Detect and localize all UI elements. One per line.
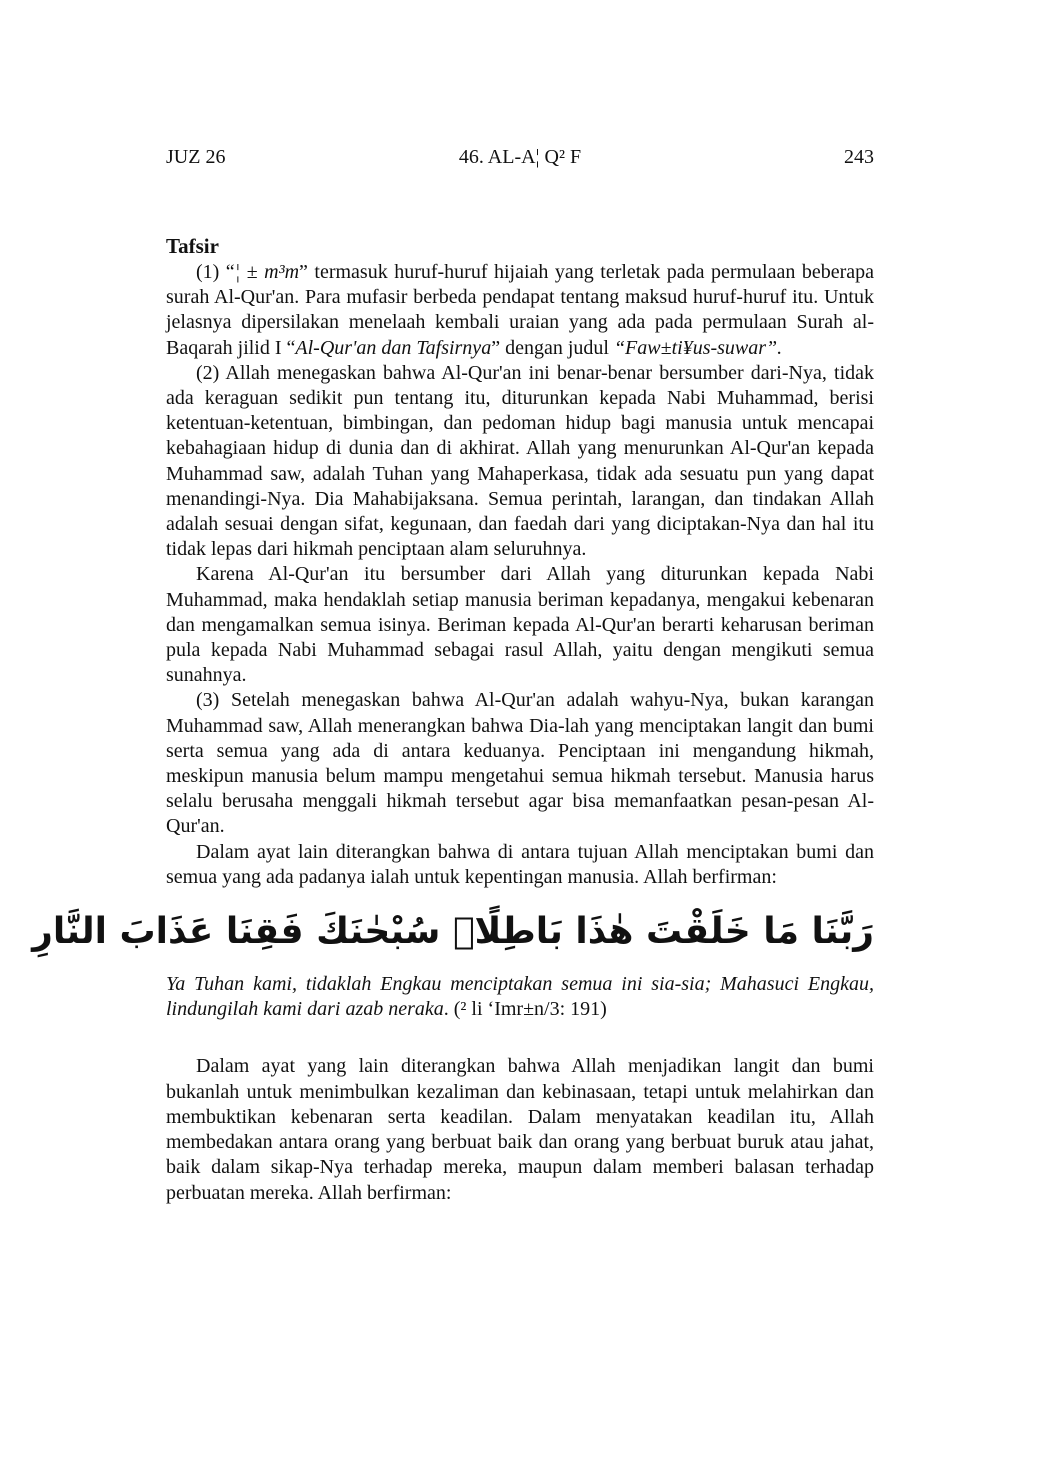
paragraph-6: Dalam ayat yang lain diterangkan bahwa Allah menjadikan langit dan bumi bukanlah untuk menimbulkan kezaliman dan kebinasaan, tetapi untuk melahirkan dan membuktikan kebenaran serta keadilan. Dalam menyatakan keadilan itu, Allah membedakan antara orang yang berbuat baik dan orang yang berbuat buruk atau jahat, baik dalam sikap-Nya terhadap mereka, maupun dalam memberi balasan terhadap perbuatan mereka. Allah berfirman: [166,1055,874,1204]
section-heading: Tafsir [166,234,219,258]
p1-chapter-title: “Faw±ti¥us-suwar”. [613,336,783,359]
p1-book-title: Al-Qur'an dan Tafsirnya [295,336,492,359]
p1-body-2: ” dengan judul [491,336,614,359]
spacer [166,1022,874,1054]
p1-prefix: (1) “ [196,261,235,283]
translation-text: Ya Tuhan kami, tidaklah Engkau menciptakan semua ini sia-sia; Mahasuci Engkau, lindungilah kami dari azab neraka [166,973,874,1021]
p1-term: ¦ ± m³m [234,261,300,283]
paragraph-1 [166,260,874,361]
paragraph-5: Dalam ayat lain diterangkan bahwa di antara tujuan Allah menciptakan bumi dan semua yang ada padanya ialah untuk kepentingan manusia. Allah berfirman: [166,840,874,888]
p1-body: ” termasuk huruf-huruf hijaiah yang terletak pada permulaan beberapa surah Al-Qur'an. Para mufasir berbeda pendapat tentang maksud huruf-huruf itu. Untuk jelasnya dipersilakan menelaah kembali uraian yang ada pada permulaan Surah al-Baqarah jilid I “ [166,261,875,359]
verse-reference: . (² li ‘Imr±n/3: 191) [443,998,607,1021]
paragraph-3: Karena Al-Qur'an itu bersumber dari Allah yang diturunkan kepada Nabi Muhammad, maka hendaklah setiap manusia beriman kepadanya, mengakui kebenaran dan mengamalkan semua isinya. Beriman kepada Al-Qur'an berarti keharusan beriman pula kepada Nabi Muhammad sebagai rasul Allah, yaitu dengan mengikuti semua sunahnya. [166,563,874,687]
page-header [166,146,874,174]
paragraph-2: (2) Allah menegaskan bahwa Al-Qur'an ini benar-benar bersumber dari-Nya, tidak ada keraguan sedikit pun tentang itu, diturunkan kepada Nabi Muhammad, berisi ketentuan-ketentuan, bimbingan, dan pedoman hidup bagi manusia untuk mencapai kebahagiaan hidup di dunia dan di akhirat. Allah yang menurunkan Al-Qur'an kepada Muhammad saw, adalah Tuhan yang Mahaperkasa, tidak ada sesuatu pun yang dapat menandingi-Nya. Dia Mahabijaksana. Semua perintah, larangan, dan tindakan Allah adalah sesuai dengan sifat, kegunaan, dan faedah dari yang diciptakan-Nya dan hal itu tidak lepas dari hikmah penciptaan alam seluruhnya. [166,361,874,561]
verse-translation [166,972,874,1022]
page-body [32,233,875,1206]
juz-label: JUZ 26 [166,146,226,168]
paragraph-4: (3) Setelah menegaskan bahwa Al-Qur'an adalah wahyu-Nya, bukan karangan Muhammad saw, Allah menerangkan bahwa Dia-lah yang menciptakan langit dan bumi serta semua yang ada di antara keduanya. Penciptaan ini mengandung hikmah, meskipun manusia belum mampu mengetahui semua hikmah tersebut. Manusia harus selalu berusaha menggali hikmah tersebut agar bisa memanfaatkan pesan-pesan Al-Qur'an. [166,689,874,838]
surah-title: 46. AL-A¦ Q² F [458,146,582,168]
page-number: 243 [844,146,874,168]
arabic-verse: رَبَّنَا مَا خَلَقْتَ هٰذَا بَاطِلًاۚ سُبْحٰنَكَ فَقِنَا عَذَابَ النَّارِ [32,911,874,953]
